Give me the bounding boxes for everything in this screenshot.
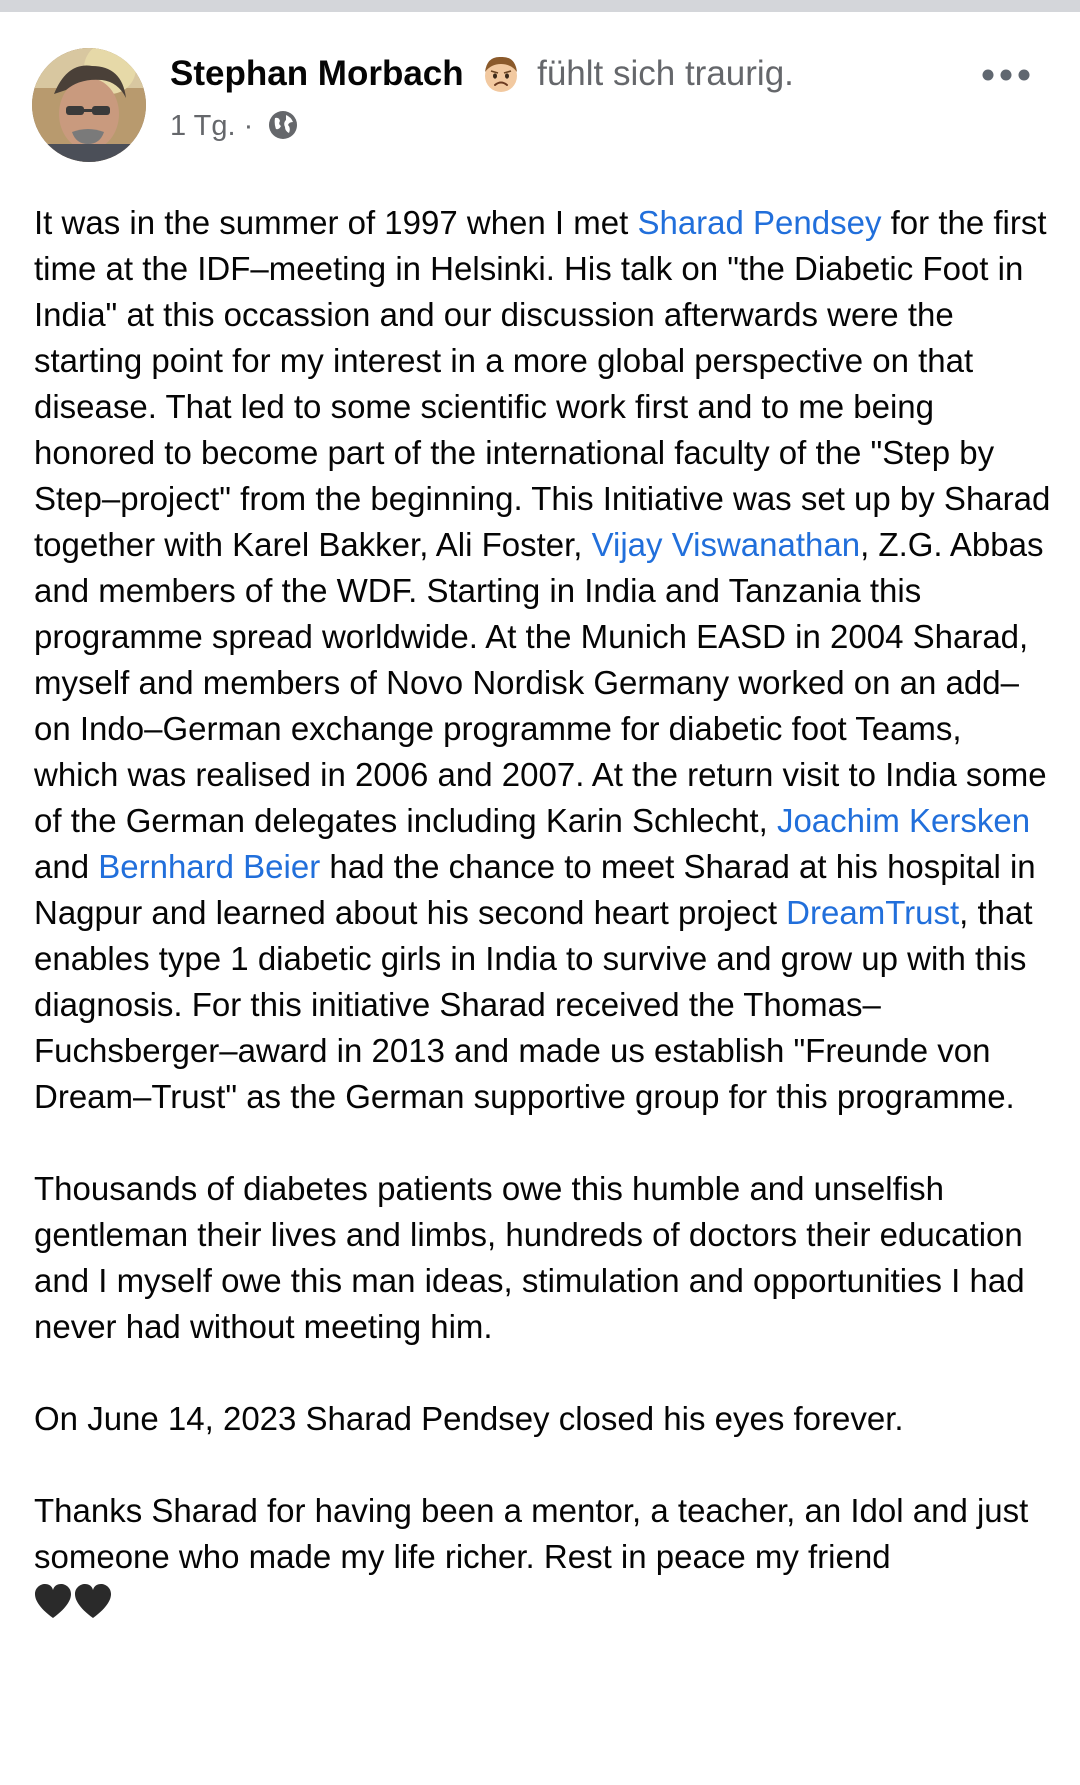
text-segment: It was in the summer of 1997 when I met	[34, 204, 638, 241]
sad-face-emoji-icon	[481, 54, 521, 107]
mention-link[interactable]: Sharad Pendsey	[637, 204, 882, 241]
meta-separator: ·	[243, 110, 254, 142]
text-segment: Thanks Sharad for having been a mentor, a teacher, an Idol and just someone who made my life richer. Rest in peace my friend	[34, 1492, 1029, 1575]
text-segment: had the chance to meet Sharad at his hospital in Nagpur and learned about his second heart project	[34, 848, 1036, 931]
feeling-status: fühlt sich traurig.	[537, 54, 794, 93]
text-segment: and	[34, 848, 99, 885]
author-name[interactable]: Stephan Morbach	[170, 54, 464, 93]
mention-link[interactable]: Bernhard Beier	[98, 848, 321, 885]
globe-icon[interactable]	[267, 109, 299, 152]
post-meta	[170, 106, 299, 152]
author-line	[170, 50, 794, 107]
black-hearts-icon	[34, 1582, 114, 1634]
post-paragraph-2: Thousands of diabetes patients owe this humble and unselfish gentleman their lives and limbs, hundreds of doctors their education and I myself owe this man ideas, stimulation and opportunities I had never had without meeting him.	[34, 1170, 1025, 1345]
mention-link[interactable]: Joachim Kersken	[776, 802, 1031, 839]
post-text	[34, 200, 1054, 1680]
more-options-icon[interactable]	[978, 58, 1034, 92]
top-divider	[0, 0, 1080, 12]
post-paragraph-1	[34, 200, 1054, 1120]
post-paragraph-4	[34, 1488, 1054, 1634]
mention-link[interactable]: Vijay Viswanathan	[591, 526, 861, 563]
post-timestamp[interactable]: 1 Tg.	[170, 110, 236, 142]
post-header	[32, 42, 1048, 162]
post-paragraph-3: On June 14, 2023 Sharad Pendsey closed his eyes forever.	[34, 1400, 904, 1437]
text-segment: for the first time at the IDF–meeting in Helsinki. His talk on "the Diabetic Foot in India" at this occassion and our discussion afterwards were the starting point for my interest in a more global perspective on that disease. That led to some scientific work first and to me being honored to become part of the international faculty of the "Step by Step–project" from the beginning. This Initiative was set up by Sharad together with Karel Bakker, Ali Foster,	[34, 204, 1051, 563]
text-segment: , that enables type 1 diabetic girls in India to survive and grow up with this diagnosis. For this initiative Sharad received the Thomas–Fuchsberger–award in 2013 and made us establish "Freunde von Dream–Trust" as the German supportive group for this programme.	[34, 894, 1033, 1115]
mention-link[interactable]: DreamTrust	[786, 894, 960, 931]
avatar[interactable]	[32, 48, 146, 162]
text-segment: , Z.G. Abbas and members of the WDF. Starting in India and Tanzania this programme spread worldwide. At the Munich EASD in 2004 Sharad, myself and members of Novo Nordisk Germany worked on an add–on Indo–German exchange programme for diabetic foot Teams, which was realised in 2006 and 2007. At the return visit to India some of the German delegates including Karin Schlecht,	[34, 526, 1047, 839]
